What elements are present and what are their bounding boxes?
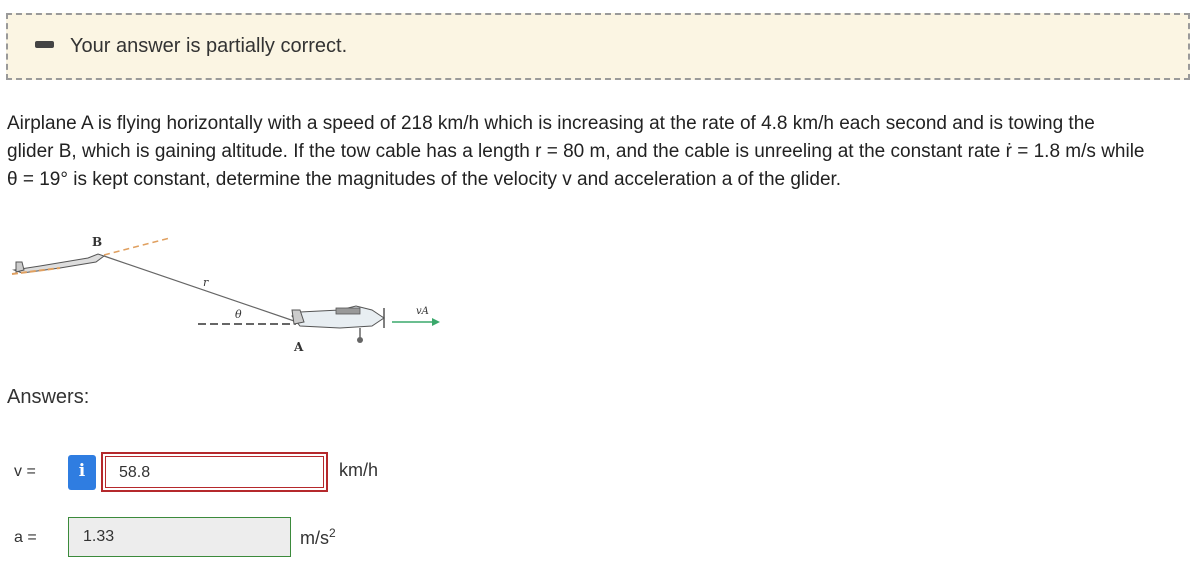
- question-text: [7, 110, 1177, 194]
- v-label: v =: [14, 463, 36, 480]
- label-a: A: [294, 340, 304, 354]
- partial-dash-icon: [35, 41, 54, 48]
- v-unit: km/h: [339, 460, 379, 480]
- feedback-banner: [6, 13, 1190, 80]
- info-icon: i: [78, 461, 86, 481]
- question-line-2: glider B, which is gaining altitude. If the tow cable has a length r = 80 m, and the cable is unreeling at the constant rate ṙ = 1.8 m/s while: [7, 141, 1145, 162]
- label-r: r: [203, 276, 209, 289]
- glider-b: [12, 238, 170, 274]
- label-b: B: [92, 235, 103, 249]
- question-line-1: Airplane A is flying horizontally with a speed of 218 km/h which is increasing at the rate of 4.8 km/h each second and is towing the: [7, 113, 1095, 134]
- v-answer-value: 58.8: [105, 456, 324, 488]
- a-unit-base: m/s: [300, 528, 329, 548]
- answers-heading: Answers:: [7, 386, 90, 408]
- label-va: vA: [416, 306, 429, 317]
- tow-cable: [104, 256, 300, 323]
- a-label: a =: [14, 529, 37, 546]
- info-button[interactable]: [68, 455, 96, 490]
- airplane-a: [292, 306, 384, 343]
- question-line-3: θ = 19° is kept constant, determine the magnitudes of the velocity v and acceleration a of the glider.: [7, 169, 842, 190]
- a-unit-exponent: 2: [329, 526, 336, 540]
- feedback-message: Your answer is partially correct.: [70, 35, 348, 57]
- velocity-arrowhead: [432, 318, 440, 326]
- a-unit: [300, 526, 336, 549]
- a-answer-field[interactable]: 1.33: [68, 517, 291, 557]
- label-theta: θ: [235, 308, 242, 321]
- problem-figure: [0, 218, 460, 358]
- v-answer-field[interactable]: [101, 452, 328, 492]
